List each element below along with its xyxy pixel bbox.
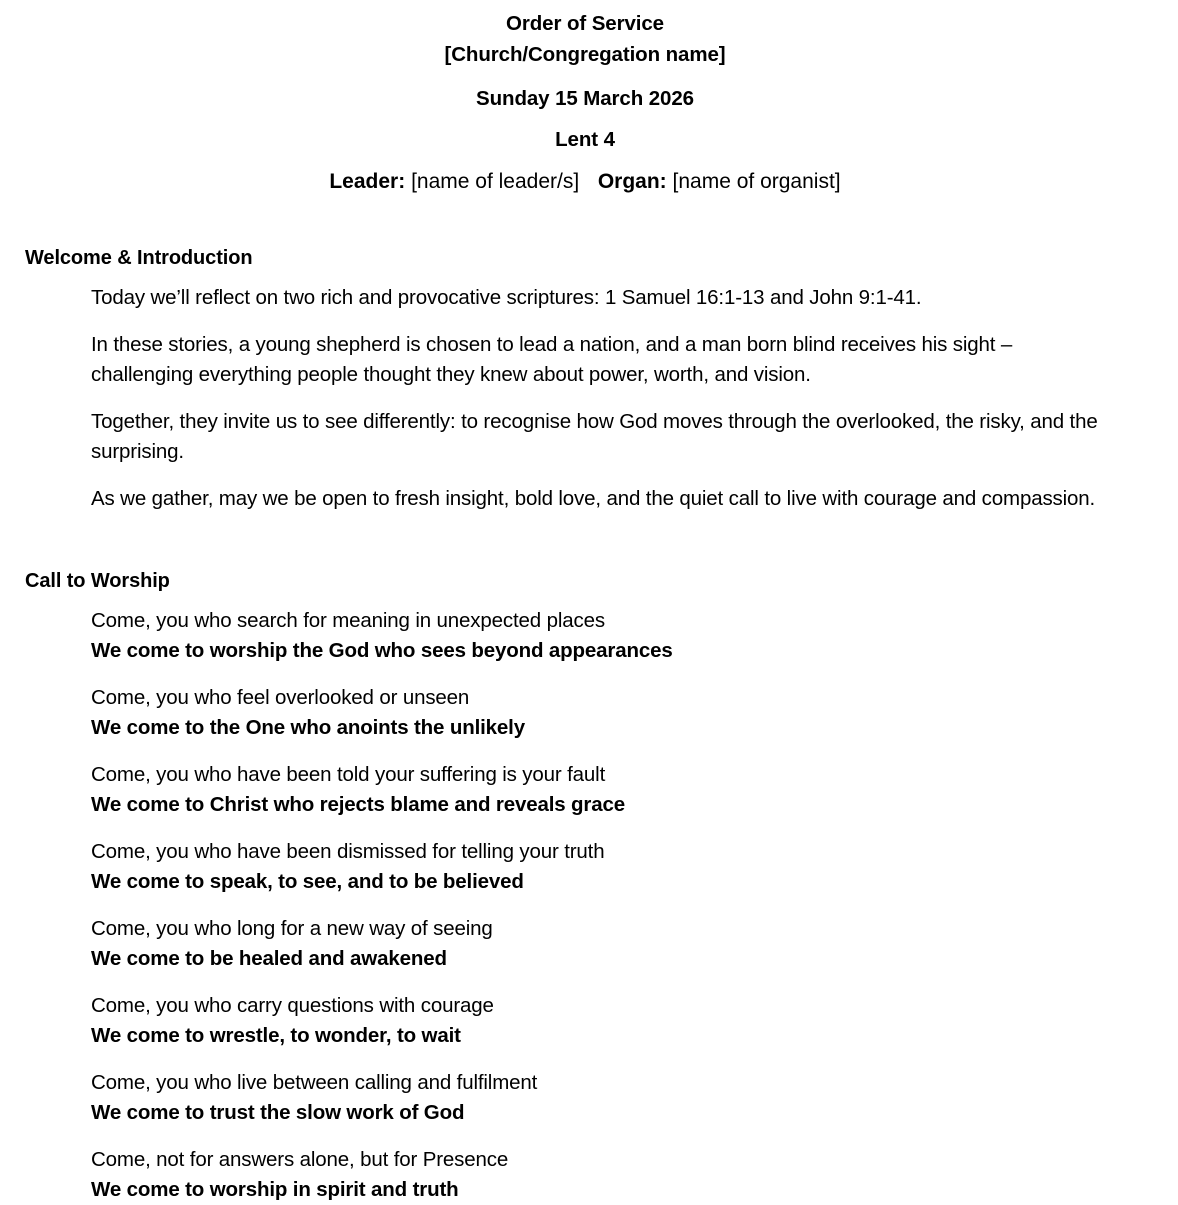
organist-name: [name of organist] [672, 170, 841, 193]
call-response-pair [91, 683, 1145, 743]
call-line: Come, you who have been told your suffering is your fault [91, 763, 606, 786]
response-line: We come to the One who anoints the unlikely [91, 716, 525, 739]
call-line: Come, you who live between calling and fulfilment [91, 1071, 538, 1094]
service-credits [25, 169, 1145, 194]
section-heading-welcome: Welcome & Introduction [25, 247, 253, 269]
leader-name: [name of leader/s] [411, 170, 580, 193]
service-date: Sunday 15 March 2026 [476, 87, 694, 110]
call-response-pair [91, 837, 1145, 897]
call-to-worship-body [91, 606, 1145, 1205]
liturgical-season: Lent 4 [555, 128, 615, 151]
call-line: Come, you who long for a new way of seeing [91, 917, 493, 940]
section-heading-call-to-worship: Call to Worship [25, 570, 170, 592]
call-response-pair [91, 760, 1145, 820]
leader-label: Leader: [329, 170, 406, 193]
call-line: Come, you who feel overlooked or unseen [91, 686, 470, 709]
call-response-pair [91, 606, 1145, 666]
welcome-paragraph: Today we’ll reflect on two rich and provocative scriptures: 1 Samuel 16:1-13 and John 9:1-41. [91, 286, 922, 309]
response-line: We come to worship the God who sees beyond appearances [91, 639, 673, 662]
welcome-body [91, 283, 1145, 514]
welcome-paragraph: In these stories, a young shepherd is chosen to lead a nation, and a man born blind receives his sight – challenging everything people thought they knew about power, worth, and vision. [91, 332, 1013, 386]
call-line: Come, you who have been dismissed for telling your truth [91, 840, 605, 863]
response-line: We come to speak, to see, and to be believed [91, 870, 524, 893]
call-response-pair [91, 991, 1145, 1051]
call-response-pair [91, 1068, 1145, 1128]
call-response-pair [91, 914, 1145, 974]
document-title: Order of Service [506, 12, 664, 35]
response-line: We come to Christ who rejects blame and reveals grace [91, 793, 625, 816]
response-line: We come to trust the slow work of God [91, 1101, 465, 1124]
call-line: Come, you who carry questions with courage [91, 994, 494, 1017]
call-line: Come, you who search for meaning in unexpected places [91, 609, 605, 632]
response-line: We come to be healed and awakened [91, 947, 447, 970]
organ-label: Organ: [597, 170, 667, 193]
call-response-pair [91, 1145, 1145, 1205]
response-line: We come to worship in spirit and truth [91, 1178, 459, 1201]
church-name: [Church/Congregation name] [444, 43, 726, 66]
welcome-paragraph: As we gather, may we be open to fresh insight, bold love, and the quiet call to live with courage and compassion. [91, 486, 1096, 510]
welcome-paragraph: Together, they invite us to see differently: to recognise how God moves through the overlooked, the risky, and the surprising. [91, 409, 1098, 463]
response-line: We come to wrestle, to wonder, to wait [91, 1024, 461, 1047]
call-line: Come, not for answers alone, but for Presence [91, 1148, 509, 1171]
document-header [25, 8, 1145, 194]
